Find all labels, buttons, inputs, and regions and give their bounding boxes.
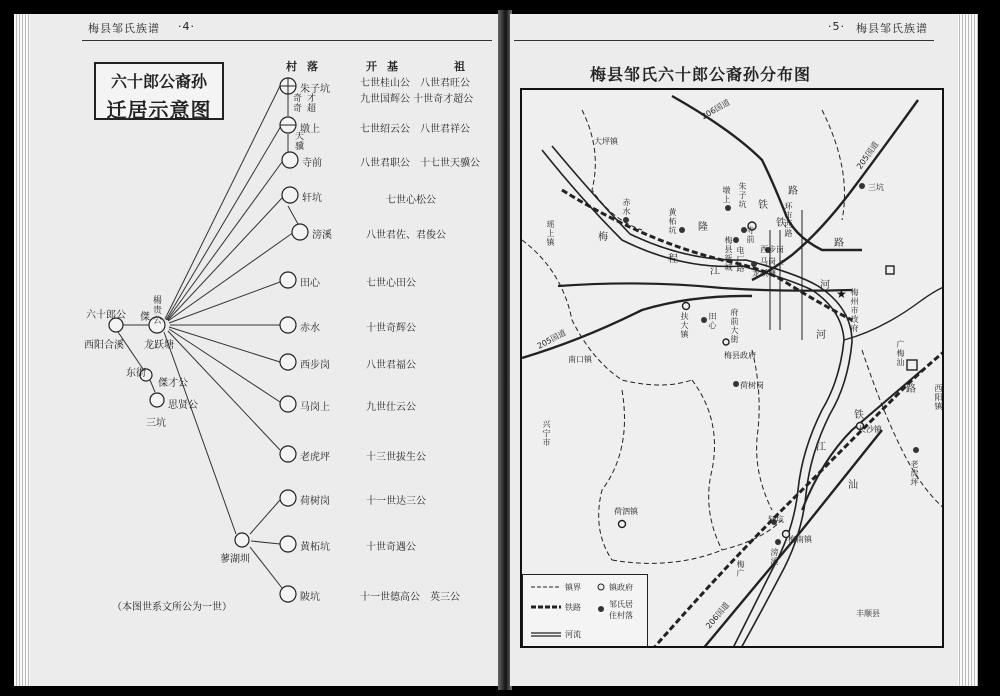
siyin-place: 三坑 (146, 418, 166, 429)
river-label-meiguang: 梅广 (736, 560, 745, 578)
founder-text: 七世绍云公 八世君祥公 (360, 124, 470, 135)
node-chishui (280, 317, 296, 333)
village-name: 墩上 (300, 124, 320, 135)
meizhou-gov: 梅州市政府 (850, 288, 859, 333)
village-dot (725, 205, 731, 211)
label-206-south: 206国道 (704, 600, 732, 631)
node-sankeng (150, 393, 164, 407)
founder-text: 八世君福公 (366, 360, 416, 371)
city-gov-star: ★ (836, 287, 847, 301)
node-xuankeng (282, 187, 298, 203)
village-huangzhe: 黄柘坑 (668, 208, 677, 235)
village-name: 黄柘坑 (300, 542, 330, 553)
village-name: 滂溪 (312, 230, 332, 241)
longyue-name-vertical: 楊贵公 (152, 296, 162, 326)
label-rail-tie: 铁 (758, 200, 768, 211)
village-xibugang: 西步岗 (760, 245, 784, 254)
node-pangxi (292, 224, 308, 240)
town-yaoshang: 瑶上镇 (546, 220, 555, 247)
label-206-north: 206国道 (699, 97, 732, 122)
boundary-line (612, 520, 782, 563)
village-name: 赤水 (300, 323, 320, 334)
column-head-village: 村落 (286, 60, 328, 73)
header-rule-right (514, 40, 934, 41)
river-label-cheng: 程 (668, 254, 678, 265)
street-dianchang: 电厂路 (736, 246, 745, 273)
founder-text: 十世奇辉公 (366, 323, 416, 334)
village-dot (701, 317, 707, 323)
river-label-he-2: 河 (816, 330, 826, 341)
map-legend (522, 574, 648, 648)
left-page (30, 14, 500, 686)
node-siqian (282, 152, 298, 168)
village-name: 寺前 (302, 158, 322, 169)
village-name: 荷树岗 (300, 496, 330, 507)
village-longyuetang: 龙跃塘 (752, 269, 776, 278)
street-fuqian: 府前大街 (730, 308, 739, 344)
railway-south (652, 350, 944, 648)
liaohu-place: 蓼湖圳 (220, 554, 250, 565)
boundary-line (599, 390, 625, 560)
town-hesi: 荷泗镇 (614, 507, 638, 516)
village-name: 田心 (300, 278, 320, 289)
legend-clan-symbol (598, 606, 604, 612)
founder-text: 九世仕云公 (366, 402, 416, 413)
label-rail-guangmeishan: 广梅汕 (896, 340, 905, 367)
founder-text: 七世心田公 (366, 278, 416, 289)
legend-clan: 邹氏居 (609, 600, 633, 609)
village-name: 朱子坑 (300, 84, 330, 95)
village-magangshang: 马岗上 (760, 257, 784, 266)
village-dot (913, 447, 919, 453)
label-205-southwest: 205国道 (535, 328, 568, 351)
node-xibugang (280, 354, 296, 370)
root-name: 六十郎公 (86, 310, 126, 321)
village-laohuping: 老虎坪 (910, 460, 919, 487)
map-lines (522, 90, 944, 648)
legend-rail: 铁路 (565, 603, 581, 612)
founder-text: 八世君职公 十七世天骥公 (360, 158, 480, 169)
street-huanshixi: 环市西路 (784, 202, 793, 238)
town-changsha: 长沙镇 (858, 425, 882, 434)
siyin-name: 思贤公 (168, 400, 198, 411)
right-page (510, 14, 958, 686)
village-name: 陂坑 (300, 592, 320, 603)
node-laohuping (280, 446, 296, 462)
generation-note: （本图世系文所公为一世） (112, 602, 232, 613)
boundary-line (692, 380, 722, 550)
river-label-jiang: 江 (710, 266, 720, 277)
title-line-1: 六十郎公裔孙 (110, 72, 207, 91)
root-place: 西阳合溪 (84, 340, 124, 351)
village-dot (751, 261, 757, 267)
founder-text: 七世桂山公 八世君旺公 (360, 78, 470, 89)
village-chishui: 赤水 (622, 198, 631, 216)
founder-text: 八世君佐、君俊公 (366, 230, 446, 241)
node-tianxin (280, 272, 296, 288)
legend-river: 河流 (565, 630, 581, 639)
page-number-right: ·5· (828, 20, 845, 33)
label-tie-2: 铁 (854, 410, 864, 421)
founder-text: 十一世德高公 英三公 (360, 592, 460, 603)
founder-text: 十一世达三公 (366, 496, 426, 507)
legend-boundary: 镇界 (565, 583, 581, 592)
town-nankou: 南口镇 (568, 355, 592, 364)
village-zhuzikeng: 朱子坑 (738, 182, 747, 209)
town-gov-marker (683, 303, 690, 310)
label-qiqi: 奇奇 (292, 94, 302, 114)
page-edges-right (956, 14, 978, 686)
column-head-zu: 祖 (454, 60, 475, 73)
town-gov-marker (619, 521, 626, 528)
road-205-southwest (522, 296, 752, 358)
road-east-west (558, 283, 852, 290)
node-beikeng (280, 586, 296, 602)
town-fuda: 扶大镇 (680, 312, 689, 339)
railway-north (562, 190, 852, 320)
village-name: 西步岗 (300, 360, 330, 371)
label-lu: 路 (788, 186, 798, 197)
founder-text: 十世奇遇公 (366, 542, 416, 553)
village-dot (733, 381, 739, 387)
label-tianji: 天骥 (294, 132, 304, 152)
longyue-name2: 傑 (140, 312, 150, 323)
founder-text: 七世心松公 (386, 195, 436, 206)
label-lu-2: 路 (906, 384, 916, 395)
village-xuankeng: 轩坑 (768, 515, 784, 524)
dongjie-place: 东街 (126, 368, 146, 379)
boundary-line (522, 240, 692, 385)
village-dot (733, 237, 739, 243)
town-daping: 大坪镇 (594, 137, 618, 146)
legend-clan-2: 住村落 (609, 611, 633, 620)
label-long: 隆 (698, 222, 708, 233)
station-box (886, 266, 894, 274)
running-head-right: 梅县邹氏族谱 (856, 22, 928, 35)
meixian-gov: 梅县政府 (724, 351, 756, 360)
village-pangxi: 滂溪 (770, 548, 779, 566)
legend-gov-symbol (598, 584, 604, 590)
village-name: 老虎坪 (300, 452, 330, 463)
river-label-mei: 梅 (598, 232, 608, 243)
village-heshugang: 荷树岗 (740, 381, 764, 390)
station-box (907, 360, 917, 370)
founder-text: 十三世拔生公 (366, 452, 426, 463)
village-dot (775, 539, 781, 545)
node-huangzhekeng (280, 536, 296, 552)
village-name: 轩坑 (302, 193, 322, 204)
street-meixianxin: 梅县新城 (724, 236, 733, 272)
node-liaohuzhen (235, 533, 249, 547)
founder-text: 九世国辉公 十世奇才超公 (360, 94, 474, 105)
page-number-left: ·4· (178, 20, 195, 33)
river-label-shan: 汕 (848, 480, 858, 491)
village-dot (623, 217, 629, 223)
boundary-line (752, 350, 772, 510)
running-head-left: 梅县邹氏族谱 (88, 22, 160, 35)
town-gov-marker (723, 339, 729, 345)
river-label-he: 河 (820, 280, 830, 291)
town-xiyang: 西阳镇 (934, 384, 943, 411)
river-label-jiang-2: 江 (816, 442, 826, 453)
node-magangshang (280, 396, 296, 412)
village-name: 马岗上 (300, 402, 330, 413)
legend-gov: 镇政府 (609, 583, 633, 592)
boundary-line (582, 110, 642, 230)
dongjie-name: 傑才公 (158, 378, 188, 389)
village-dot (679, 227, 685, 233)
label-tie: 铁 (776, 218, 786, 229)
column-head-kaiji: 开基 (366, 60, 408, 73)
label-rail-lu: 路 (834, 238, 844, 249)
village-tianxin: 田心 (708, 312, 717, 330)
map-title: 梅县邹氏六十郎公裔孙分布图 (590, 65, 812, 84)
label-205-northeast: 205国道 (854, 140, 881, 171)
city-xingning: 兴宁市 (542, 420, 551, 447)
title-line-2: 迁居示意图 (106, 98, 212, 122)
river-east-branch (844, 286, 944, 340)
node-heshugang (280, 490, 296, 506)
label-caizai: 才超 (306, 94, 316, 114)
village-siqian: 寺前 (746, 226, 755, 244)
county-fengshun: 丰顺县 (856, 609, 880, 618)
distribution-map (520, 88, 944, 648)
village-dot (859, 183, 865, 189)
longyue-place: 龙跃塘 (144, 340, 174, 351)
village-sankeng: 三坑 (868, 183, 884, 192)
town-meinan: 梅南镇 (788, 535, 812, 544)
village-dunshang: 墩上 (722, 186, 731, 204)
